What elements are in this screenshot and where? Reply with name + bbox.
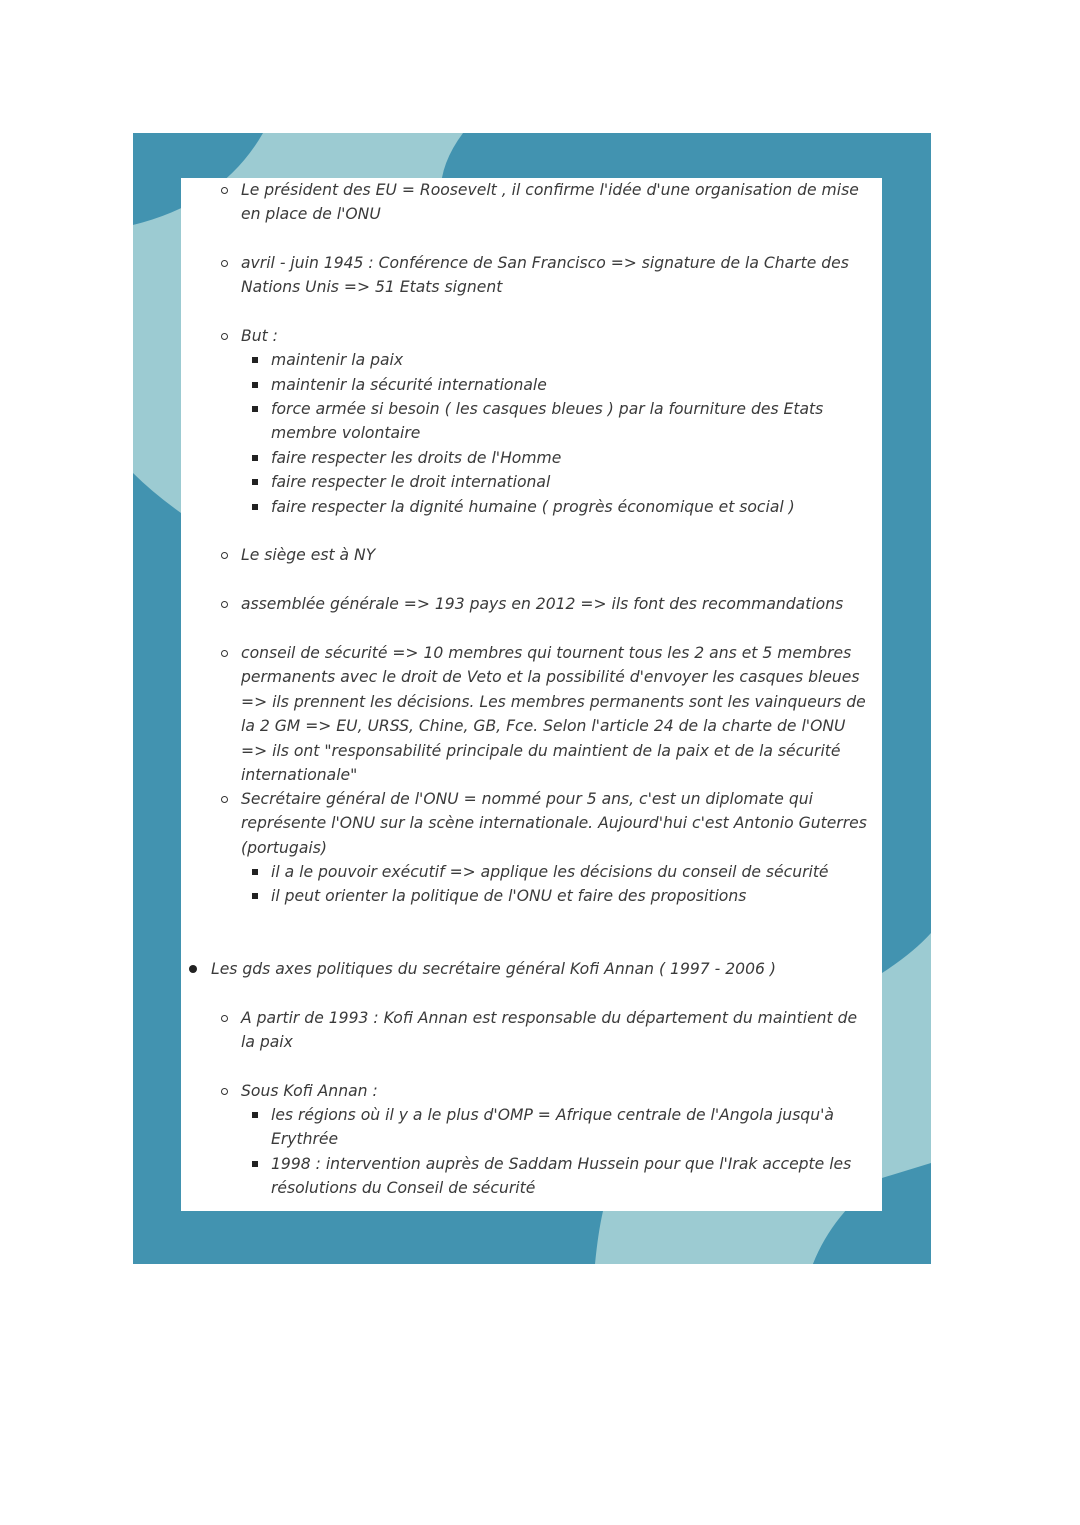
- sub-list-item: [271, 373, 871, 397]
- square-bullet-icon: [252, 1161, 258, 1167]
- sub-item-text: les régions où il y a le plus d'OMP = Afrique centrale de l'Angola jusqu'à Erythrée: [271, 1106, 834, 1149]
- sub-item-text: faire respecter les droits de l'Homme: [271, 449, 562, 467]
- list-item: [241, 324, 871, 348]
- filled-dot-bullet-icon: [189, 965, 197, 973]
- sub-item-text: faire respecter le droit international: [271, 473, 551, 491]
- list-item: [241, 641, 871, 787]
- square-bullet-icon: [252, 357, 258, 363]
- section-heading: [211, 957, 871, 981]
- content-sheet: [181, 178, 882, 1211]
- hollow-circle-bullet-icon: [221, 552, 228, 559]
- square-bullet-icon: [252, 1112, 258, 1118]
- sub-list-item: [271, 860, 871, 884]
- sub-list-item: [271, 1152, 871, 1201]
- sub-item-text: maintenir la paix: [271, 351, 404, 369]
- item-text: A partir de 1993 : Kofi Annan est responsable du département du maintient de la paix: [241, 1009, 858, 1052]
- section-heading-text: Les gds axes politiques du secrétaire général Kofi Annan ( 1997 - 2006 ): [211, 960, 776, 978]
- sub-item-text: faire respecter la dignité humaine ( progrès économique et social ): [271, 498, 795, 516]
- list-item: [241, 787, 871, 860]
- square-bullet-icon: [252, 455, 258, 461]
- sub-list-item: [271, 446, 871, 470]
- square-bullet-icon: [252, 869, 258, 875]
- sub-item-text: maintenir la sécurité internationale: [271, 376, 547, 394]
- hollow-circle-bullet-icon: [221, 650, 228, 657]
- item-text: Secrétaire général de l'ONU = nommé pour 5 ans, c'est un diplomate qui représente l'ONU sur la scène internationale. Aujourd'hui c'est Antonio Guterres (portugais): [241, 790, 867, 857]
- item-text: Sous Kofi Annan :: [241, 1082, 378, 1100]
- item-text: conseil de sécurité => 10 membres qui tournent tous les 2 ans et 5 membres permanents avec le droit de Veto et la possibilité d'envoyer les casques bleues => ils prennent les décisions. Les membres permanents sont les vainqueurs de la 2 GM => EU, URSS, Chine, GB, Fce. Selon l'article 24 de la charte de l'ONU => ils ont "responsabilité principale du maintient de la paix et de la sécurité internationale": [241, 644, 866, 785]
- sub-item-text: il a le pouvoir exécutif => applique les décisions du conseil de sécurité: [271, 863, 829, 881]
- sub-list-item: [271, 1103, 871, 1152]
- list-item: [241, 1079, 871, 1103]
- sub-list-item: [271, 348, 871, 372]
- hollow-circle-bullet-icon: [221, 1088, 228, 1095]
- hollow-circle-bullet-icon: [221, 796, 228, 803]
- sub-list-item: [271, 470, 871, 494]
- item-text: assemblée générale => 193 pays en 2012 => ils font des recommandations: [241, 595, 844, 613]
- square-bullet-icon: [252, 382, 258, 388]
- sub-list-item: [271, 495, 871, 519]
- sub-item-text: 1998 : intervention auprès de Saddam Hussein pour que l'Irak accepte les résolutions du Conseil de sécurité: [271, 1155, 852, 1198]
- hollow-circle-bullet-icon: [221, 187, 228, 194]
- square-bullet-icon: [252, 893, 258, 899]
- hollow-circle-bullet-icon: [221, 601, 228, 608]
- item-text: Le siège est à NY: [241, 546, 376, 564]
- list-item: [241, 592, 871, 616]
- square-bullet-icon: [252, 406, 258, 412]
- square-bullet-icon: [252, 479, 258, 485]
- hollow-circle-bullet-icon: [221, 260, 228, 267]
- hollow-circle-bullet-icon: [221, 1015, 228, 1022]
- sub-item-text: il peut orienter la politique de l'ONU et faire des propositions: [271, 887, 747, 905]
- list-item: [241, 543, 871, 567]
- item-text: avril - juin 1945 : Conférence de San Francisco => signature de la Charte des Nations Unis => 51 Etats signent: [241, 254, 849, 297]
- decorative-frame: [133, 133, 931, 1264]
- sub-item-text: force armée si besoin ( les casques bleues ) par la fourniture des Etats membre volontaire: [271, 400, 824, 443]
- item-text: Le président des EU = Roosevelt , il confirme l'idée d'une organisation de mise en place de l'ONU: [241, 181, 859, 224]
- list-item: [241, 251, 871, 300]
- hollow-circle-bullet-icon: [221, 333, 228, 340]
- sub-list-item: [271, 884, 871, 908]
- sub-list-item: [271, 397, 871, 446]
- square-bullet-icon: [252, 504, 258, 510]
- list-item: [241, 178, 871, 227]
- list-item: [241, 1006, 871, 1055]
- item-text: But :: [241, 327, 278, 345]
